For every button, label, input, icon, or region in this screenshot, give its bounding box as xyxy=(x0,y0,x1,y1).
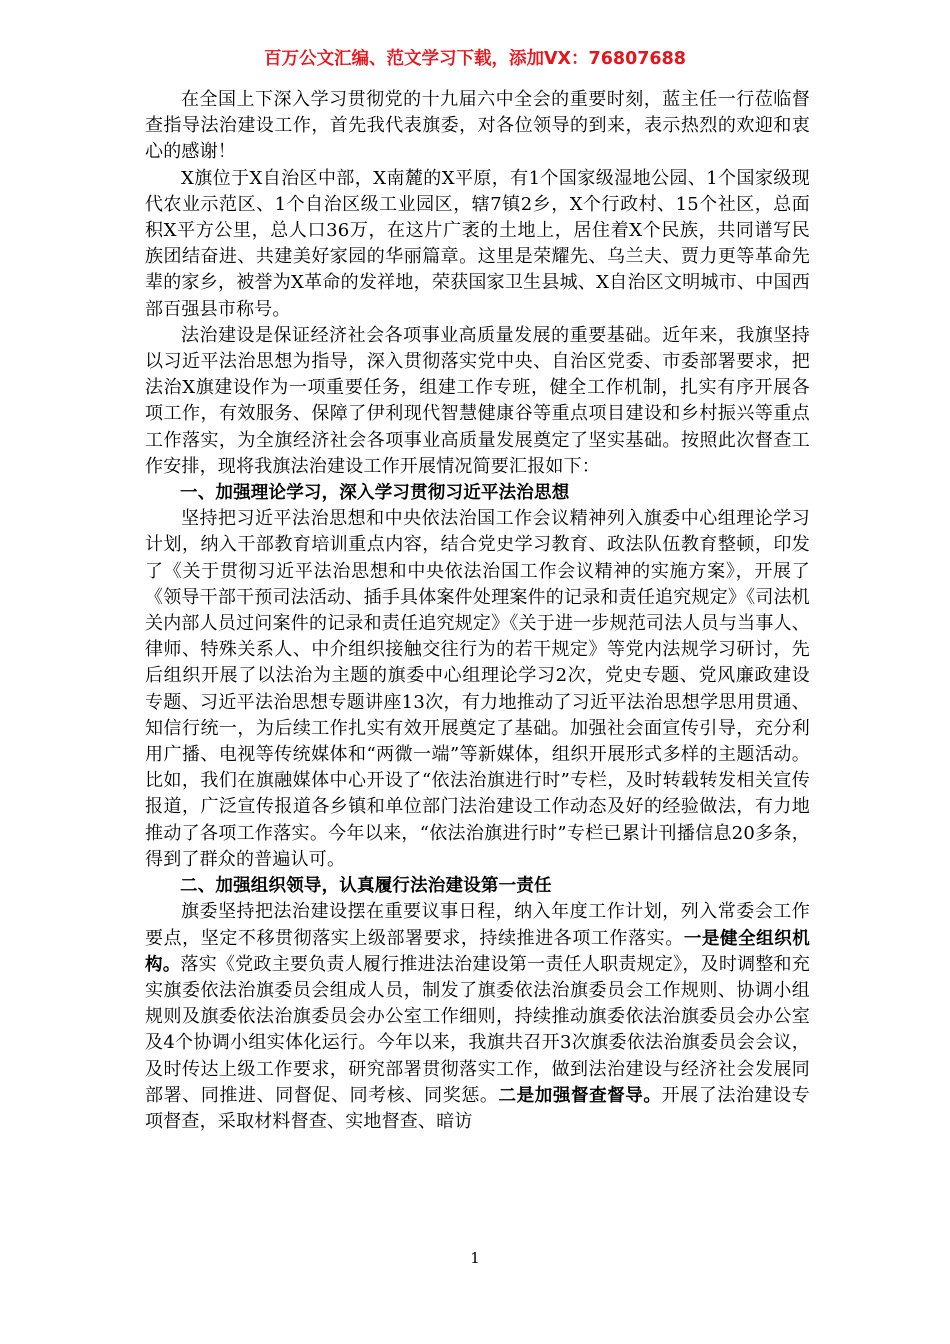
paragraph-organization-tail: 开展了法治建设专项督查，采取材料督查、实地督查、暗访 xyxy=(145,1084,810,1132)
document-body xyxy=(145,87,810,1135)
section-heading-1: 一、加强理论学习，深入学习贯彻习近平法治思想 xyxy=(180,483,570,504)
watermark-banner: 百万公文汇编、范文学习下载，添加VX：76807688 xyxy=(264,49,686,69)
page-number: 1 xyxy=(470,1249,480,1267)
paragraph-introduction: X旗位于X自治区中部，X南麓的X平原，有1个国家级湿地公园、1个国家级现代农业示范区、1个自治区级工业园区，辖7镇2乡，X个行政村、15个社区，总面积X平方公里，总人口36万，在这片广袤的土地上，居住着X个民族，共同谱写民族团结奋进、共建美好家园的华丽篇章。这里是荣耀先、乌兰夫、贾力更等革命先辈的家乡，被誉为X革命的发祥地，荣获国家卫生县城、X自治区文明城市、中国西部百强县市称号。 xyxy=(145,167,810,320)
paragraph-organization-body: 落实《党政主要负责人履行推进法治建设第一责任人职责规定》，及时调整和充实旗委依法治旗委员会组成人员，制发了旗委依法治旗委员会工作规则、协调小组规则及旗委依法治旗委员会办公室工作细则，持续推动旗委依法治旗委员会办公室及4个协调小组实体化运行。今年以来，我旗共召开3次旗委依法治旗委员会会议，及时传达上级工作要求，研究部署贯彻落实工作，做到法治建设与经济社会发展同部署、同推进、同督促、同考核、同奖惩。 xyxy=(145,953,811,1106)
bold-point-1: 一是健全组织机构。 xyxy=(145,928,811,975)
paragraph-organization xyxy=(145,899,810,1135)
bold-point-2: 二是加强督查督导。 xyxy=(498,1085,662,1106)
paragraph-welcome: 在全国上下深入学习贯彻党的十九届六中全会的重要时刻，蓝主任一行莅临督查指导法治建设工作，首先我代表旗委，对各位领导的到来，表示热烈的欢迎和衷心的感谢！ xyxy=(145,89,810,163)
paragraph-overview: 法治建设是保证经济社会各项事业高质量发展的重要基础。近年来，我旗坚持以习近平法治思想为指导，深入贯彻落实党中央、自治区党委、市委部署要求，把法治X旗建设作为一项重要任务，组建工作专班，健全工作机制，扎实有序开展各项工作，有效服务、保障了伊利现代智慧健康谷等重点项目建设和乡村振兴等重点工作落实，为全旗经济社会各项事业高质量发展奠定了坚实基础。按照此次督查工作安排，现将我旗法治建设工作开展情况简要汇报如下： xyxy=(145,324,810,477)
paragraph-theory-study: 坚持把习近平法治思想和中央依法治国工作会议精神列入旗委中心组理论学习计划，纳入干部教育培训重点内容，结合党史学习教育、政法队伍教育整顿，印发了《关于贯彻习近平法治思想和中央依法治国工作会议精神的实施方案》，开展了《领导干部干预司法活动、插手具体案件处理案件的记录和责任追究规定》《司法机关内部人员过问案件的记录和责任追究规定》《关于进一步规范司法人员与当事人、律师、特殊关系人、中介组织接触交往行为的若干规定》等党内法规学习研讨，先后组织开展了以法治为主题的旗委中心组理论学习2次，党史专题、党风廉政建设专题、习近平法治思想专题讲座13次，有力地推动了习近平法治思想学思用贯通、知信行统一，为后续工作扎实有效开展奠定了基础。加强社会面宣传引导，充分利用广播、电视等传统媒体和“两微一端”等新媒体，组织开展形式多样的主题活动。比如，我们在旗融媒体中心开设了“依法治旗进行时”专栏，及时转载转发相关宣传报道，广泛宣传报道各乡镇和单位部门法治建设工作动态及好的经验做法，有力地推动了各项工作落实。今年以来，“依法治旗进行时”专栏已累计刊播信息20多条，得到了群众的普遍认可。 xyxy=(145,508,810,870)
section-heading-2: 二、加强组织领导，认真履行法治建设第一责任 xyxy=(180,876,552,897)
paragraph-organization-intro: 旗委坚持把法治建设摆在重要议事日程，纳入年度工作计划，列入常委会工作要点，坚定不移贯彻落实上级部署要求，持续推进各项工作落实。 xyxy=(145,901,810,949)
